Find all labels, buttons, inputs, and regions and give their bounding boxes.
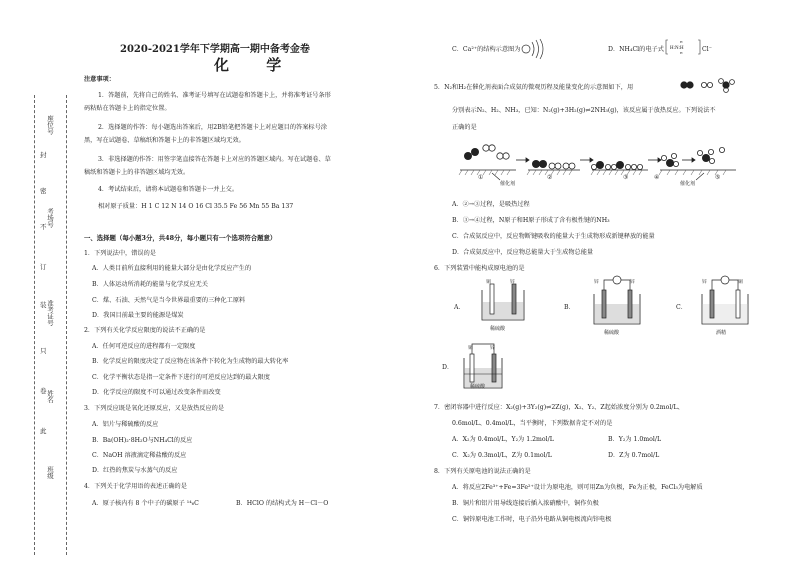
step-label: ⑤ xyxy=(715,174,721,181)
electrolyte-label: 酒精 xyxy=(716,330,727,336)
sidebar-label-seat: 座位号 xyxy=(46,115,54,135)
electrolyte-label: 稀硫酸 xyxy=(604,330,620,336)
seal-word: 装 xyxy=(40,301,47,309)
note-line: 稿纸和答题卡上的非答题区域均无效。 xyxy=(84,169,190,176)
note-line: 2．选择题的作答：每小题选出答案后，用2B铅笔把答题卡上对应题目的答案标号涂 xyxy=(98,124,327,131)
q6-label-d: D． xyxy=(442,364,454,371)
q4-option-c: C．Ca²⁺的结构示意图为 xyxy=(452,46,521,53)
q5-line1: 5．N₂和H₂在催化剂表面合成氨的微观历程及能量变化的示意图如下，用 xyxy=(434,84,634,91)
sidebar-label-room: 考场号 xyxy=(46,208,54,228)
q2-option-c: C．化学平衡状态是指一定条件下进行的可逆反应达到的最大限度 xyxy=(92,374,270,381)
catalyst-label: 催化剂 xyxy=(500,181,516,187)
sidebar-label-class: 班级 xyxy=(46,466,54,479)
q6-label-c: C． xyxy=(676,304,687,311)
q2-option-a: A．任何可逆反应的进程都有一定限度 xyxy=(92,343,196,350)
q1-stem: 1．下列说法中，错误的是 xyxy=(84,250,156,257)
q5-option-c: C．合成氨反应中，反应物断键吸收的能量大于生成物形成新键释放的能量 xyxy=(452,233,655,240)
q3-option-c: C．NaOH 溶液滴定稀盐酸的反应 xyxy=(92,452,187,459)
notes-heading: 注意事项： xyxy=(84,76,115,83)
seal-word: 只 xyxy=(40,347,47,355)
molecule-legend-icon xyxy=(680,78,752,92)
q8-option-c: C．铜锌原电池工作时，电子沿外电路从铜电极流向锌电极 xyxy=(452,516,612,523)
q8-option-a: A．将反应2Fe³⁺+Fe=3Fe²⁺设计为原电池，则可用Zn为负极，Fe为正极，FeCl₃为电解质 xyxy=(452,484,703,491)
note-line: 码粘贴在答题卡上的指定位置。 xyxy=(84,105,171,112)
q3-option-a: A．铝片与稀硫酸的反应 xyxy=(92,421,159,428)
q6-label-b: B． xyxy=(564,304,575,311)
q8-stem: 8．下列有关原电池的说法正确的是 xyxy=(434,468,531,475)
q7-option-d: D．Z为 0.7mol/L xyxy=(608,452,660,459)
exam-title: 2020-2021学年下学期高一期中备考金卷 xyxy=(120,44,310,55)
seal-word: 封 xyxy=(40,151,47,159)
q3-option-b: B．Ba(OH)₂·8H₂O与NH₄Cl的反应 xyxy=(92,437,193,444)
q1-option-d: D．我国目前最主要的能源是煤炭 xyxy=(92,312,184,319)
q4-stem: 4．下列关于化学用语的表述正确的是 xyxy=(84,483,187,490)
q3-option-d: D．红热的焦炭与水蒸气的反应 xyxy=(92,467,178,474)
ca-ion-structure-icon xyxy=(518,38,546,60)
q5-option-d: D．合成氨反应中，反应物总能量大于生成物总能量 xyxy=(452,249,594,256)
subject-title: 化 学 xyxy=(214,56,298,74)
svg-text:H: H xyxy=(680,51,683,55)
seal-line-outer xyxy=(34,95,35,555)
seal-word: 订 xyxy=(40,263,47,271)
note-line: 1．答题前，先将自己的姓名、准考证号填写在试题卷和答题卡上，并将准考证号条形 xyxy=(98,92,331,99)
electrode-label: 铜 xyxy=(486,280,491,285)
electrode-label: 铜 xyxy=(738,280,743,285)
q2-option-b: B．化学反应的限度决定了反应物在该条件下转化为生成物的最大转化率 xyxy=(92,358,289,365)
q4-option-d-anion: Cl⁻ xyxy=(702,46,712,53)
atomic-masses: 相对原子质量：H 1 C 12 N 14 O 16 Cl 35.5 Fe 56 Mn 55 Ba 137 xyxy=(98,203,294,210)
q7-option-a: A．X₂为 0.4mol/L，Y₂为 1.2mol/L xyxy=(452,436,554,443)
q5-option-b: B．③→④过程，N原子和H原子形成了含有极性键的NH₃ xyxy=(452,217,610,224)
q7-line1: 7．密闭容器中进行反应：X₂(g)+3Y₂(g)⇌2Z(g)，X₂、Y₂、Z起始浓度分别为 0.2mol/L、 xyxy=(434,404,684,411)
step-label: ④ xyxy=(654,174,660,181)
electrode-label: 锌 xyxy=(490,346,495,351)
q3-stem: 3．下列反应既是氧化还原反应，又是放热反应的是 xyxy=(84,405,225,412)
seal-line-inner xyxy=(66,95,67,555)
step-label: ① xyxy=(478,174,484,181)
q1-option-a: A．人类目前所直接利用的能量大部分是由化学反应产生的 xyxy=(92,265,252,272)
cell-apparatus-a xyxy=(480,280,526,324)
electrode-label: 锌 xyxy=(594,280,599,285)
q4-option-a: A．原子核内有 8 个中子的碳原子 ¹⁴₆C xyxy=(92,500,199,507)
electrolyte-label: 稀硫酸 xyxy=(490,326,506,332)
sidebar-label-ticket: 准考证号 xyxy=(46,300,54,326)
svg-text:H:N:H: H:N:H xyxy=(670,46,684,51)
electrode-label: 锌 xyxy=(630,280,635,285)
q4-option-b: B．HClO 的结构式为 H－Cl－O xyxy=(236,500,329,507)
sidebar-label-name: 姓名 xyxy=(46,390,54,403)
note-line: 黑，写在试题卷、草稿纸和答题卡上的非答题区域均无效。 xyxy=(84,137,245,144)
q6-label-a: A． xyxy=(454,304,465,311)
q1-option-c: C．煤、石油、天然气是当今世界最重要的三种化工原料 xyxy=(92,297,246,304)
electrode-label: 锌 xyxy=(510,280,515,285)
electrode-label: 铜 xyxy=(468,346,473,351)
q5-line3: 正确的是 xyxy=(452,124,477,131)
electrolyte-label: 稀硫酸 xyxy=(470,384,486,390)
q7-option-c: C．X₂为 0.3mol/L，Z为 0.1mol/L xyxy=(452,452,552,459)
q4-option-d: D．NH₄Cl的电子式 xyxy=(608,46,664,53)
q5-option-a: A．②→③过程，是吸热过程 xyxy=(452,201,530,208)
seal-word: 此 xyxy=(40,427,47,435)
note-line: 3．非选择题的作答：用签字笔直接答在答题卡上对应的答题区域内。写在试题卷、草 xyxy=(98,156,331,163)
q7-line2: 0.6mol/L、0.4mol/L，当平衡时，下列数据肯定不对的是 xyxy=(452,420,613,427)
q8-option-b: B．铜片和铝片用导线连接后插入浓硝酸中，铜作负极 xyxy=(452,500,599,507)
electrode-label: 锌 xyxy=(702,280,707,285)
q7-option-b: B．Y₂为 1.0mol/L xyxy=(608,436,662,443)
step-label: ③ xyxy=(623,174,629,181)
step-label: ② xyxy=(547,174,553,181)
svg-text:H: H xyxy=(680,40,683,44)
q6-stem: 6．下列装置中能构成原电池的是 xyxy=(434,265,525,272)
section-heading: 一、选择题（每小题3分，共48分，每小题只有一个选项符合题意） xyxy=(84,234,277,242)
seal-word: 卷 xyxy=(40,387,47,395)
catalyst-label: 催化剂 xyxy=(680,181,696,187)
seal-word: 密 xyxy=(40,187,47,195)
note-line: 4．考试结束后，请将本试题卷和答题卡一并上交。 xyxy=(98,186,239,193)
q1-option-b: B．人体运动所消耗的能量与化学反应无关 xyxy=(92,281,208,288)
q5-line2: 分别表示N₂、H₂、NH₃，已知：N₂(g)+3H₂(g)⇌2NH₃(g)，该反应属于放热反应。下列说法不 xyxy=(452,107,716,114)
nh4-electron-formula-icon xyxy=(666,38,700,56)
seal-word: 不 xyxy=(40,223,47,231)
q2-stem: 2．下列有关化学反应限度的说法不正确的是 xyxy=(84,327,206,334)
q2-option-d: D．化学反应的限度不可以通过改变条件而改变 xyxy=(92,389,221,396)
